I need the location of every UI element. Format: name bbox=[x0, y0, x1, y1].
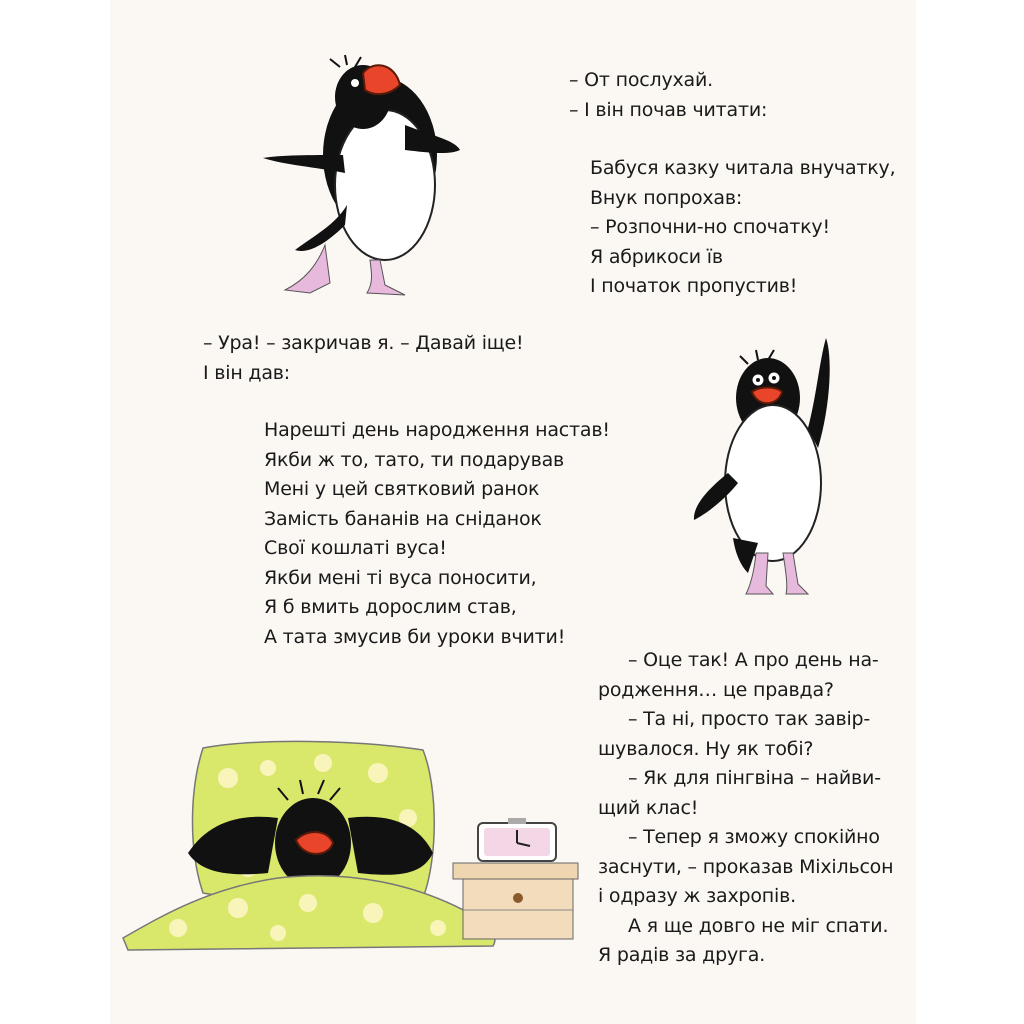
poem-line: Бабуся казку читала внучатку, bbox=[590, 157, 896, 179]
text-line: щий клас! bbox=[598, 796, 699, 819]
text-line: І він дав: bbox=[203, 361, 290, 384]
dialogue-top bbox=[569, 66, 767, 125]
text-line: – Як для пінгвіна – найви- bbox=[628, 767, 881, 789]
text-line: заснути, – проказав Міхільсон bbox=[598, 855, 894, 878]
poem-line: І початок пропустив! bbox=[590, 275, 798, 297]
text-line: – Оце так! А про день на- bbox=[628, 649, 879, 671]
text-line: і одразу ж захропів. bbox=[598, 885, 796, 907]
text-line: – Тепер я зможу спокійно bbox=[628, 826, 880, 848]
poem-line: Нарешті день народження настав! bbox=[264, 419, 610, 441]
poem-line: – Розпочни-но спочатку! bbox=[590, 216, 830, 238]
text-line: – Та ні, просто так завір- bbox=[628, 708, 871, 730]
dialogue-end bbox=[566, 646, 893, 971]
text-line: А я ще довго не міг спати. bbox=[628, 914, 889, 937]
poem-line: Мені у цей святковий ранок bbox=[264, 478, 540, 500]
penguin-reciting-icon bbox=[255, 55, 470, 300]
poem-line: Свої кошлаті вуса! bbox=[264, 537, 447, 559]
penguin-waving-icon bbox=[688, 338, 838, 603]
poem-line: Я б вмить дорослим став, bbox=[264, 596, 517, 618]
poem-line: Якби мені ті вуса поносити, bbox=[264, 566, 537, 589]
poem-line: Я абрикоси їв bbox=[590, 245, 723, 268]
text-line: Я радів за друга. bbox=[598, 944, 766, 966]
penguin-in-bed-icon bbox=[118, 728, 588, 958]
text-line: – Ура! – закричав я. – Давай іще! bbox=[203, 332, 524, 354]
poem-line: Якби ж то, тато, ти подарував bbox=[264, 448, 565, 471]
alarm-clock-icon bbox=[478, 818, 556, 861]
dialogue-mid bbox=[203, 329, 523, 388]
poem-line: Внук попрохав: bbox=[590, 186, 743, 209]
poem-one bbox=[590, 154, 895, 302]
text-line: шувалося. Ну як тобі? bbox=[598, 737, 814, 760]
poem-line: Замість бананів на сніданок bbox=[264, 507, 542, 530]
nightstand-icon bbox=[453, 863, 578, 939]
poem-two bbox=[264, 416, 610, 652]
text-line: родження… це правда? bbox=[598, 678, 834, 701]
text-line: – І він почав читати: bbox=[569, 98, 768, 121]
text-line: – От послухай. bbox=[569, 69, 713, 91]
poem-line: А тата змусив би уроки вчити! bbox=[264, 625, 566, 648]
